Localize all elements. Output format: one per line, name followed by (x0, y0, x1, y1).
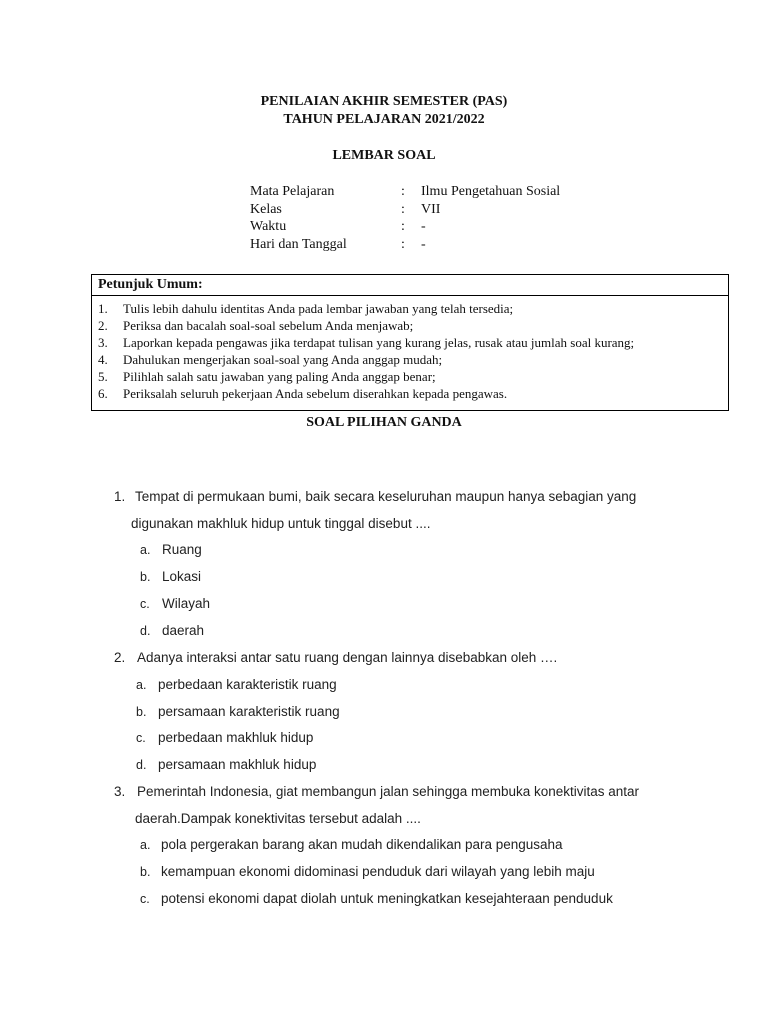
instruction-number: 2. (98, 318, 108, 333)
instruction-item (98, 385, 507, 402)
option-text: perbedaan makhluk hidup (158, 730, 314, 745)
instruction-text: Tulis lebih dahulu identitas Anda pada lembar jawaban yang telah tersedia; (123, 301, 514, 316)
option-letter: c. (140, 892, 150, 906)
info-colon: : (401, 219, 405, 234)
question-text: Pemerintah Indonesia, giat membangun jalan sehingga membuka konektivitas antar (137, 784, 640, 799)
info-colon: : (401, 202, 405, 217)
instruction-number: 6. (98, 386, 108, 401)
question-text-cont: daerah.Dampak konektivitas tersebut adalah .... (135, 811, 421, 826)
instruction-number: 4. (98, 352, 108, 367)
option-letter: a. (136, 678, 147, 692)
info-value-time: - (421, 219, 426, 234)
option-letter: a. (140, 543, 151, 557)
option-letter: a. (140, 838, 151, 852)
instruction-number: 1. (98, 301, 108, 316)
question-text-cont: digunakan makhluk hidup untuk tinggal disebut .... (131, 516, 431, 531)
info-colon: : (401, 184, 405, 199)
info-label-subject: Mata Pelajaran (250, 184, 335, 199)
question-number: 2. (114, 650, 126, 665)
info-value-subject: Ilmu Pengetahuan Sosial (421, 184, 561, 199)
option-text: daerah (162, 623, 205, 638)
option-letter: b. (140, 865, 151, 879)
instruction-number: 5. (98, 369, 108, 384)
section-title: SOAL PILIHAN GANDA (306, 415, 462, 430)
instruction-number: 3. (98, 335, 108, 350)
instruction-text: Laporkan kepada pengawas jika terdapat tulisan yang kurang jelas, rusak atau jumlah soal kurang; (123, 335, 635, 350)
option-text: pola pergerakan barang akan mudah dikendalikan para pengusaha (161, 837, 563, 852)
question-number: 3. (114, 784, 126, 799)
academic-year: TAHUN PELAJARAN 2021/2022 (283, 112, 485, 127)
info-label-time: Waktu (250, 219, 287, 234)
option-text: persamaan makhluk hidup (158, 757, 317, 772)
option-text: perbedaan karakteristik ruang (158, 677, 337, 692)
option-text: persamaan karakteristik ruang (158, 704, 340, 719)
instruction-item (98, 300, 513, 317)
sheet-title: LEMBAR SOAL (332, 148, 436, 163)
instructions-title: Petunjuk Umum: (92, 275, 728, 296)
instruction-text: Pilihlah salah satu jawaban yang paling Anda anggap benar; (123, 369, 436, 384)
info-value-date: - (421, 237, 426, 252)
info-label-class: Kelas (250, 202, 282, 217)
instruction-item (98, 368, 436, 385)
instruction-item (98, 317, 413, 334)
question-text: Adanya interaksi antar satu ruang dengan lainnya disebabkan oleh …. (137, 650, 558, 665)
option-letter: d. (140, 624, 151, 638)
option-letter: c. (140, 597, 150, 611)
option-text: potensi ekonomi dapat diolah untuk meningkatkan kesejahteraan penduduk (161, 891, 613, 906)
option-text: Wilayah (162, 596, 211, 611)
instructions-box (91, 274, 729, 411)
instruction-text: Dahulukan mengerjakan soal-soal yang Anda anggap mudah; (123, 352, 443, 367)
option-letter: c. (136, 731, 146, 745)
info-value-class: VII (421, 202, 441, 217)
option-text: kemampuan ekonomi didominasi penduduk dari wilayah yang lebih maju (161, 864, 595, 879)
instruction-item (98, 334, 634, 351)
option-text: Lokasi (162, 569, 202, 584)
question-number: 1. (114, 489, 126, 504)
option-letter: d. (136, 758, 147, 772)
exam-title: PENILAIAN AKHIR SEMESTER (PAS) (260, 94, 508, 109)
instruction-text: Periksalah seluruh pekerjaan Anda sebelum diserahkan kepada pengawas. (123, 386, 508, 401)
option-text: Ruang (162, 542, 202, 557)
option-letter: b. (136, 705, 147, 719)
info-colon: : (401, 237, 405, 252)
instruction-item (98, 351, 442, 368)
info-label-date: Hari dan Tanggal (250, 237, 347, 252)
option-letter: b. (140, 570, 151, 584)
instruction-text: Periksa dan bacalah soal-soal sebelum Anda menjawab; (123, 318, 414, 333)
question-text: Tempat di permukaan bumi, baik secara keseluruhan maupun hanya sebagian yang (135, 489, 637, 504)
